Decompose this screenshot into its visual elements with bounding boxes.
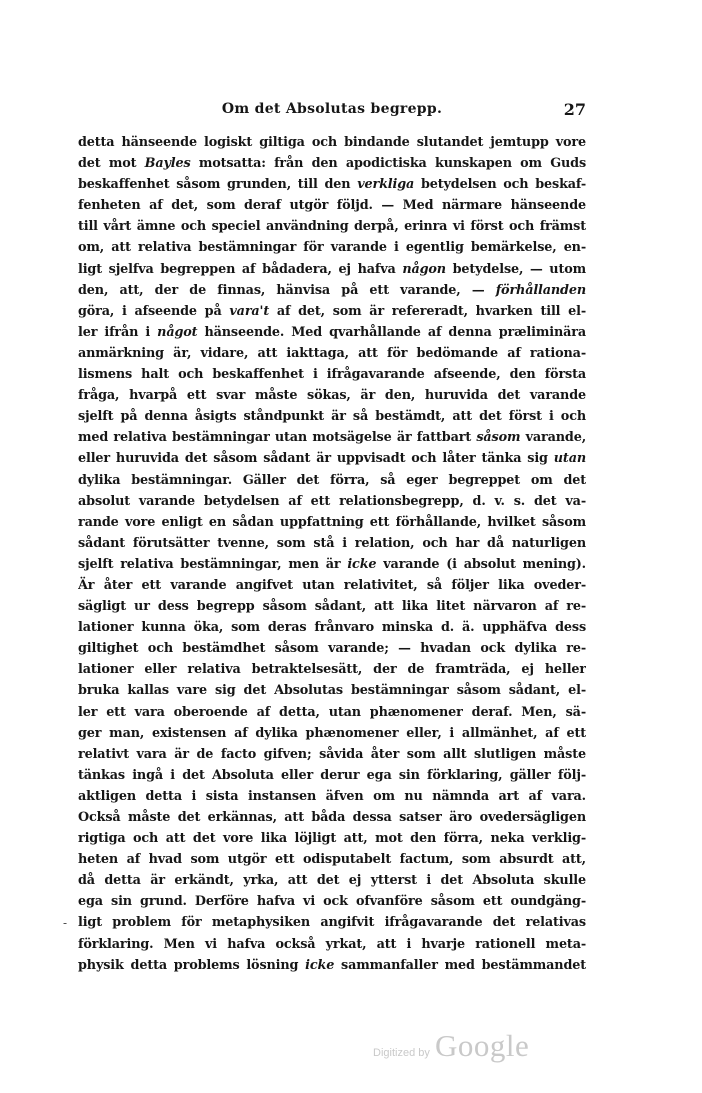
text-line: till vårt ämne och speciel användning derpå, erinra vi först och främst — [78, 219, 586, 235]
text-line: då detta är erkändt, yrka, att det ej ytterst i det Absoluta skulle — [78, 873, 586, 889]
watermark-prefix: Digitized by — [373, 1047, 430, 1059]
text-line: sägligt ur dess begrepp såsom sådant, att lika litet närvaron af re- — [78, 599, 586, 615]
text-line: ler ett vara oberoende af detta, utan phænomener deraf. Men, sä- — [78, 704, 586, 720]
text-line: aktligen detta i sista instansen äfven om nu nämnda art af vara. — [78, 788, 586, 804]
text-line: ger man, existensen af dylika phænomener eller, i allmänhet, af ett — [78, 725, 586, 741]
chapter-title: Om det Absolutas begrepp. — [221, 101, 443, 117]
text-line: fråga, hvarpå ett svar måste sökas, är den, huruvida det varande — [78, 388, 586, 404]
text-line: anmärkning är, vidare, att iakttaga, att för bedömande af rationa- — [78, 345, 586, 361]
text-line: ler ifrån i något hänseende. Med qvarhållande af denna præliminära — [78, 324, 586, 340]
margin-mark: - — [63, 916, 68, 930]
emphasis: såsom — [476, 430, 521, 446]
text-line: physik detta problems lösning icke sammanfaller med bestämmandet — [78, 957, 586, 973]
text-line: detta hänseende logiskt giltiga och bindande slutandet jemtupp vore — [78, 135, 586, 150]
text-line: lismens halt och beskaffenhet i ifrågavarande afseende, den första — [78, 367, 586, 383]
text-line: sjelft relativa bestämningar, men är icke varande (i absolut mening). — [78, 556, 586, 572]
text-line: sjelft på denna åsigts ståndpunkt är så bestämdt, att det först i och — [78, 409, 586, 425]
text-line: ega sin grund. Derföre hafva vi ock ofvanföre såsom ett oundgäng- — [78, 894, 586, 910]
page-number: 27 — [563, 100, 586, 119]
emphasis: verkliga — [357, 177, 415, 193]
text-line: Också måste det erkännas, att båda dessa satser äro ovedersägligen — [78, 810, 586, 825]
text-line: förklaring. Men vi hafva också yrkat, att i hvarje rationell meta- — [78, 936, 586, 952]
emphasis: vara't — [229, 303, 270, 319]
text-line: heten af hvad som utgör ett odisputabelt factum, som absurdt att, — [78, 852, 586, 868]
body-text — [78, 132, 586, 976]
emphasis: icke — [347, 556, 377, 572]
text-line: rande vore enligt en sådan uppfattning ett förhållande, hvilket såsom — [78, 514, 586, 530]
text-line: eller huruvida det såsom sådant är uppvisadt och låter tänka sig utan — [78, 451, 586, 467]
emphasis: förhållanden — [495, 282, 586, 298]
emphasis: någon — [402, 261, 446, 277]
text-line: rigtiga och att det vore lika löjligt att, mot den förra, neka verklig- — [78, 831, 586, 847]
text-line: giltighet och bestämdhet såsom varande; — hvadan ock dylika re- — [78, 641, 586, 657]
text-line: sådant förutsätter tvenne, som stå i relation, och har då naturligen — [78, 535, 586, 551]
text-line: det mot Bayles motsatta: från den apodictiska kunskapen om Guds — [78, 156, 586, 172]
text-line: ligt sjelfva begreppen af bådadera, ej hafva någon betydelse, — utom — [78, 261, 586, 277]
text-line: Är åter ett varande angifvet utan relativitet, så följer lika oveder- — [78, 577, 586, 593]
text-line: om, att relativa bestämningar för varande i egentlig bemärkelse, en- — [78, 240, 586, 256]
text-line: relativt vara är de facto gifven; såvida åter som allt slutligen måste — [78, 746, 586, 762]
text-line: göra, i afseende på vara't af det, som är refereradt, hvarken till el- — [78, 303, 586, 319]
text-line: dylika bestämningar. Gäller det förra, så eger begreppet om det — [78, 472, 586, 488]
emphasis: icke — [305, 957, 335, 973]
text-line: absolut varande betydelsen af ett relationsbegrepp, d. v. s. det va- — [78, 493, 586, 509]
text-line: lationer kunna öka, som deras frånvaro minska d. ä. upphäfva dess — [78, 620, 586, 636]
text-line: fenheten af det, som deraf utgör följd. — Med närmare hänseende — [78, 198, 586, 214]
emphasis: något — [157, 324, 198, 340]
text-line: bruka kallas vare sig det Absolutas bestämningar såsom sådant, el- — [78, 683, 586, 699]
text-line: beskaffenhet såsom grunden, till den verkliga betydelsen och beskaf- — [78, 177, 586, 193]
digitized-watermark — [373, 1028, 529, 1064]
text-line: ligt problem för metaphysiken angifvit ifrågavarande det relativas — [78, 915, 586, 931]
text-line: tänkas ingå i det Absoluta eller derur ega sin förklaring, gäller följ- — [78, 767, 586, 783]
emphasis: Bayles — [144, 156, 191, 172]
text-line: med relativa bestämningar utan motsägelse är fattbart såsom varande, — [78, 430, 586, 446]
emphasis: utan — [553, 451, 586, 467]
google-logo: Google — [434, 1028, 530, 1063]
running-header — [78, 101, 586, 123]
text-line: lationer eller relativa betraktelsesätt, der de framträda, ej heller — [78, 662, 586, 678]
text-line: den, att, der de finnas, hänvisa på ett varande, — förhållanden — [78, 282, 586, 298]
